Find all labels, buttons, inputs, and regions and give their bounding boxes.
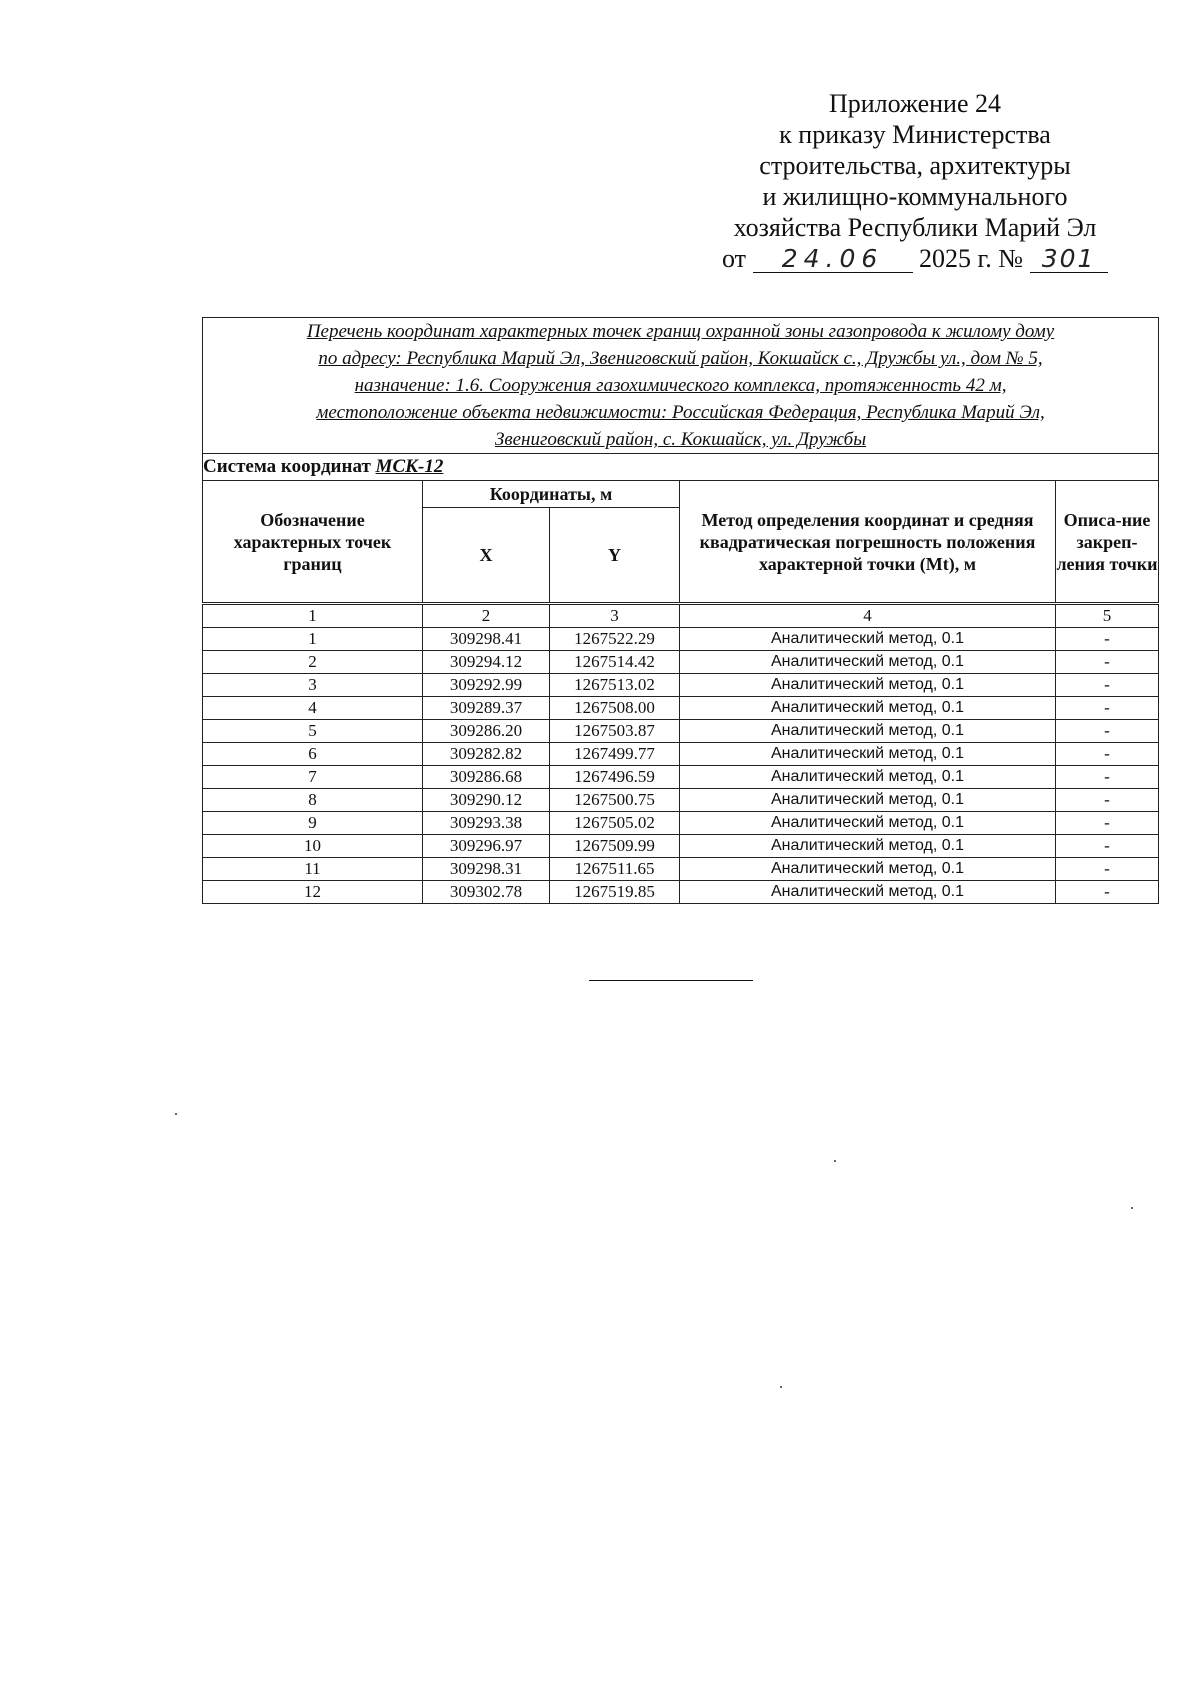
appendix-header (700, 88, 1130, 274)
y-cell: 1267522.29 (550, 628, 680, 651)
method-cell: Аналитический метод, 0.1 (680, 651, 1056, 674)
ministry-line-2: и жилищно-коммунального (762, 182, 1068, 211)
description-cell: - (1056, 720, 1159, 743)
y-cell: 1267505.02 (550, 812, 680, 835)
x-cell: 309286.20 (423, 720, 550, 743)
method-cell: Аналитический метод, 0.1 (680, 720, 1056, 743)
coordinate-system-label: Система координат (203, 456, 371, 477)
point-cell: 3 (203, 674, 423, 697)
y-cell: 1267513.02 (550, 674, 680, 697)
x-cell: 309286.68 (423, 766, 550, 789)
point-cell: 1 (203, 628, 423, 651)
y-cell: 1267511.65 (550, 858, 680, 881)
table-row (203, 651, 1159, 674)
column-number: 4 (680, 604, 1056, 628)
description-cell: - (1056, 835, 1159, 858)
description-cell: - (1056, 881, 1159, 904)
method-cell: Аналитический метод, 0.1 (680, 743, 1056, 766)
caption-line: Перечень координат характерных точек границ охранной зоны газопровода к жилому дому (306, 321, 1055, 342)
date-year: 2025 г. № (919, 244, 1024, 273)
ministry-line-1: строительства, архитектуры (759, 151, 1071, 180)
x-cell: 309302.78 (423, 881, 550, 904)
method-cell: Аналитический метод, 0.1 (680, 858, 1056, 881)
table-caption (203, 318, 1159, 454)
table-row (203, 812, 1159, 835)
description-cell: - (1056, 789, 1159, 812)
point-cell: 6 (203, 743, 423, 766)
method-cell: Аналитический метод, 0.1 (680, 789, 1056, 812)
caption-line: по адресу: Республика Марий Эл, Звениговский район, Кокшайск с., Дружбы ул., дом № 5, (318, 348, 1043, 369)
column-number: 5 (1056, 604, 1159, 628)
table-row (203, 766, 1159, 789)
header-point: Обозначение характерных точек границ (203, 481, 423, 604)
method-cell: Аналитический метод, 0.1 (680, 835, 1056, 858)
y-cell: 1267519.85 (550, 881, 680, 904)
method-cell: Аналитический метод, 0.1 (680, 674, 1056, 697)
x-cell: 309296.97 (423, 835, 550, 858)
method-cell: Аналитический метод, 0.1 (680, 766, 1056, 789)
column-number: 3 (550, 604, 680, 628)
description-cell: - (1056, 812, 1159, 835)
caption-line: Звениговский район, с. Кокшайск, ул. Дружбы (494, 429, 867, 450)
x-cell: 309294.12 (423, 651, 550, 674)
date-prefix: от (722, 244, 747, 273)
x-cell: 309293.38 (423, 812, 550, 835)
table-row (203, 628, 1159, 651)
scan-speck (780, 1386, 782, 1388)
description-cell: - (1056, 651, 1159, 674)
y-cell: 1267496.59 (550, 766, 680, 789)
header-x: X (423, 508, 550, 604)
y-cell: 1267500.75 (550, 789, 680, 812)
y-cell: 1267514.42 (550, 651, 680, 674)
y-cell: 1267508.00 (550, 697, 680, 720)
method-cell: Аналитический метод, 0.1 (680, 881, 1056, 904)
description-cell: - (1056, 674, 1159, 697)
point-cell: 2 (203, 651, 423, 674)
table-row (203, 743, 1159, 766)
coordinate-system-name: МСК-12 (375, 456, 444, 477)
caption-line: назначение: 1.6. Сооружения газохимического комплекса, протяженность 42 м, (354, 375, 1007, 396)
header-method: Метод определения координат и средняя квадратическая погрешность положения характерной точки (Mt), м (680, 481, 1056, 604)
y-cell: 1267499.77 (550, 743, 680, 766)
point-cell: 5 (203, 720, 423, 743)
table-row (203, 697, 1159, 720)
order-line: к приказу Министерства (779, 120, 1051, 149)
x-cell: 309289.37 (423, 697, 550, 720)
handwritten-order-number: 301 (1030, 246, 1108, 273)
scan-speck (834, 1160, 836, 1162)
caption-line: местоположение объекта недвижимости: Российская Федерация, Республика Марий Эл, (316, 402, 1045, 423)
appendix-title: Приложение 24 (828, 89, 1002, 118)
handwritten-date: 24.06 (753, 246, 913, 273)
method-cell: Аналитический метод, 0.1 (680, 697, 1056, 720)
table-row (203, 674, 1159, 697)
x-cell: 309292.99 (423, 674, 550, 697)
header-description: Описа-ние закреп-ления точки (1056, 481, 1159, 604)
point-cell: 11 (203, 858, 423, 881)
description-cell: - (1056, 766, 1159, 789)
point-cell: 9 (203, 812, 423, 835)
method-cell: Аналитический метод, 0.1 (680, 628, 1056, 651)
point-cell: 10 (203, 835, 423, 858)
description-cell: - (1056, 697, 1159, 720)
header-coordinates: Координаты, м (423, 481, 680, 508)
ministry-line-3: хозяйства Республики Марий Эл (733, 213, 1097, 242)
header-y: Y (550, 508, 680, 604)
point-cell: 8 (203, 789, 423, 812)
x-cell: 309282.82 (423, 743, 550, 766)
column-number: 1 (203, 604, 423, 628)
description-cell: - (1056, 628, 1159, 651)
point-cell: 4 (203, 697, 423, 720)
table-row (203, 858, 1159, 881)
column-number-row (203, 604, 1159, 628)
x-cell: 309298.31 (423, 858, 550, 881)
description-cell: - (1056, 743, 1159, 766)
table-row (203, 789, 1159, 812)
order-date-line (700, 243, 1130, 274)
point-cell: 7 (203, 766, 423, 789)
x-cell: 309298.41 (423, 628, 550, 651)
scan-speck (175, 1113, 177, 1115)
table-row (203, 835, 1159, 858)
coordinate-system (203, 454, 1159, 481)
column-number: 2 (423, 604, 550, 628)
closing-rule (589, 980, 753, 981)
point-cell: 12 (203, 881, 423, 904)
table-row (203, 881, 1159, 904)
x-cell: 309290.12 (423, 789, 550, 812)
table-row (203, 720, 1159, 743)
method-cell: Аналитический метод, 0.1 (680, 812, 1056, 835)
scan-speck (1131, 1207, 1133, 1209)
y-cell: 1267509.99 (550, 835, 680, 858)
coordinates-table (202, 317, 1159, 904)
y-cell: 1267503.87 (550, 720, 680, 743)
description-cell: - (1056, 858, 1159, 881)
